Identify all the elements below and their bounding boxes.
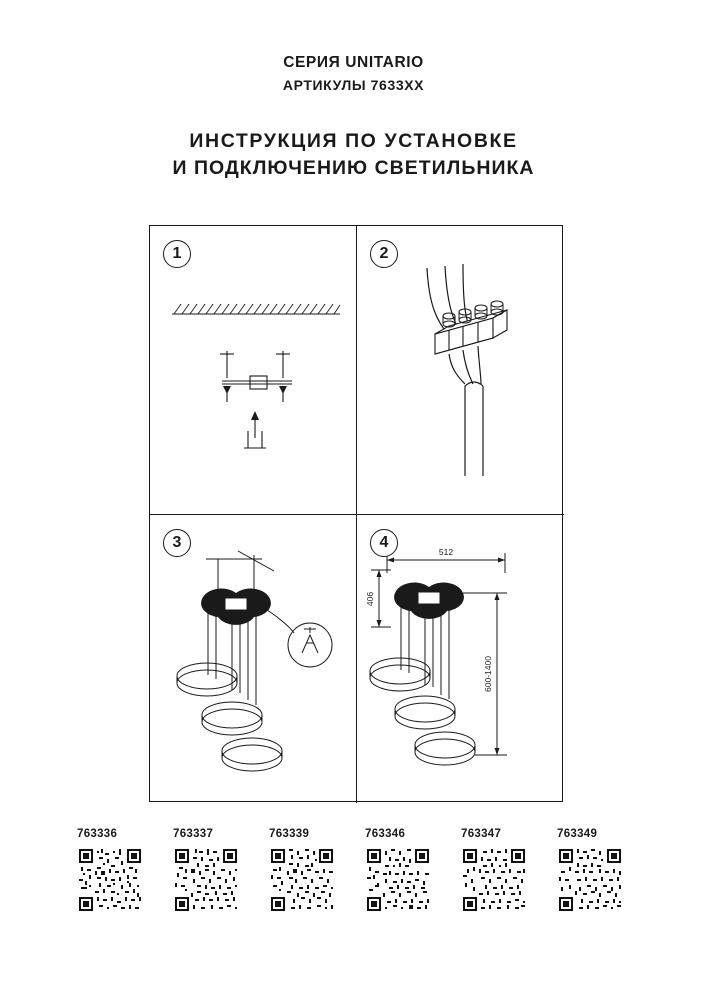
step-number-1: 1: [163, 240, 191, 268]
article-label: АРТИКУЛЫ 7633XX: [282, 77, 425, 93]
dimension-height-label: 406: [365, 591, 375, 606]
qr-code-image[interactable]: [173, 847, 239, 913]
qr-code-label: 763337: [173, 828, 214, 840]
qr-item[interactable]: [557, 828, 637, 938]
step-number-4: 4: [370, 529, 398, 557]
qr-code-label: 763346: [365, 828, 406, 840]
step-2-illustration: [357, 226, 564, 515]
qr-code-image[interactable]: [77, 847, 143, 913]
qr-item[interactable]: [461, 828, 541, 938]
qr-codes-row: [77, 828, 637, 938]
step-panel-1: [150, 226, 357, 515]
qr-code-image[interactable]: [557, 847, 623, 913]
qr-code-image[interactable]: [365, 847, 431, 913]
qr-code-label: 763347: [461, 828, 502, 840]
dimension-suspension-label: 600-1400: [483, 655, 493, 692]
step-3-illustration: [150, 515, 357, 804]
step-1-illustration: [150, 226, 357, 515]
title-line-2: И ПОДКЛЮЧЕНИЮ СВЕТИЛЬНИКА: [172, 157, 535, 179]
title-line-1: ИНСТРУКЦИЯ ПО УСТАНОВКЕ: [189, 130, 518, 152]
page-title: [0, 128, 707, 182]
qr-code-label: 763349: [557, 828, 598, 840]
steps-grid: [149, 225, 563, 802]
qr-item[interactable]: [269, 828, 349, 938]
qr-code-label: 763339: [269, 828, 310, 840]
header: [0, 52, 707, 96]
series-label: СЕРИЯ UNITARIO: [283, 54, 424, 71]
step-panel-4: [357, 515, 564, 804]
dimension-width-label: 512: [438, 546, 454, 557]
qr-item[interactable]: [77, 828, 157, 938]
step-panel-2: [357, 226, 564, 515]
qr-code-image[interactable]: [461, 847, 527, 913]
qr-code-label: 763336: [77, 828, 118, 840]
step-number-3: 3: [163, 529, 191, 557]
step-number-2: 2: [370, 240, 398, 268]
qr-code-image[interactable]: [269, 847, 335, 913]
step-panel-3: [150, 515, 357, 804]
qr-item[interactable]: [173, 828, 253, 938]
step-4-illustration: [357, 515, 564, 804]
qr-item[interactable]: [365, 828, 445, 938]
